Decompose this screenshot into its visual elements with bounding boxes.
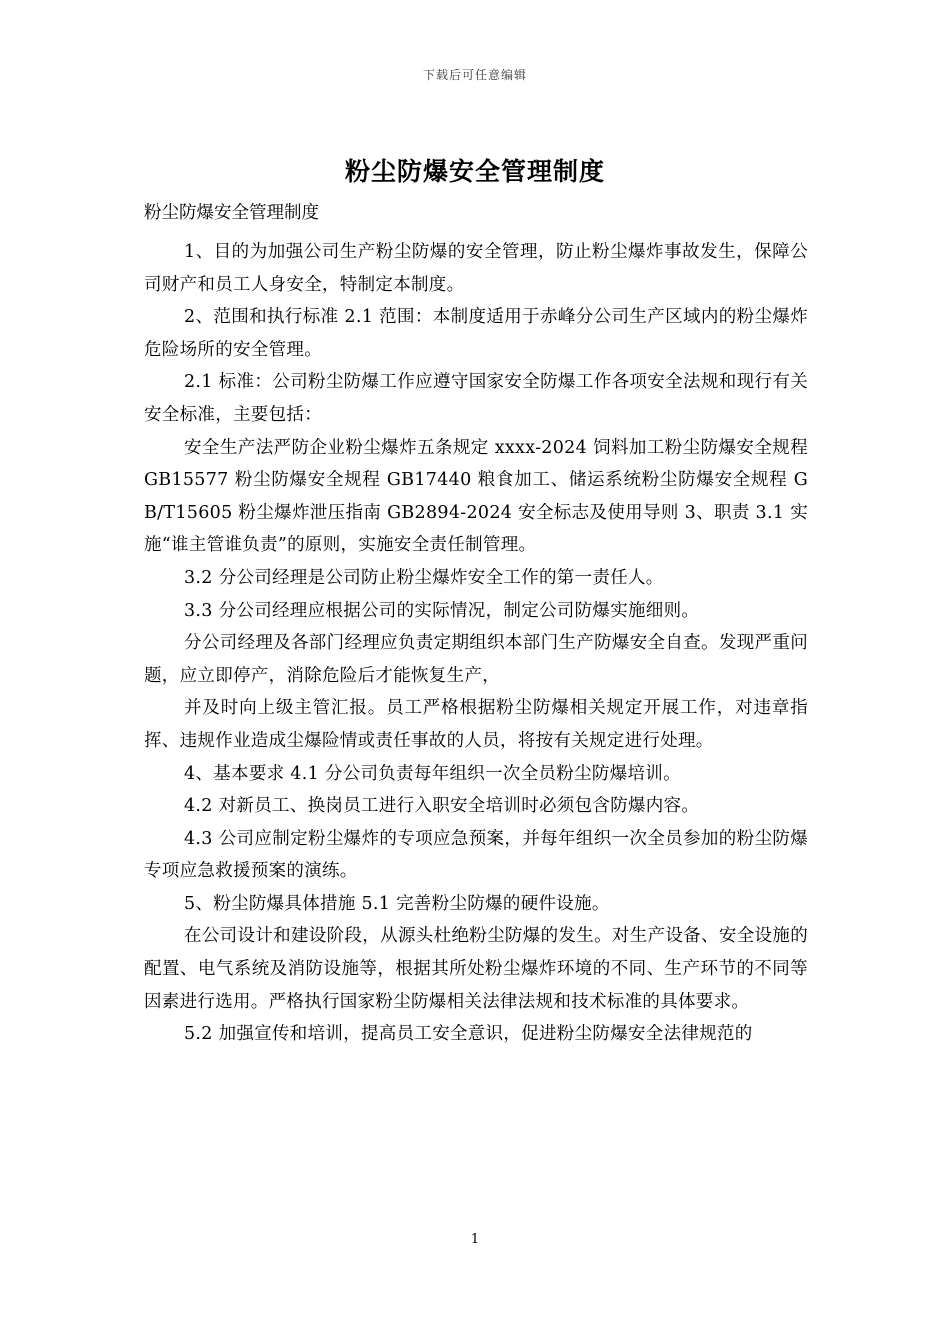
paragraph: 5、粉尘防爆具体措施 5.1 完善粉尘防爆的硬件设施。 [184,893,610,914]
paragraph: 分公司经理及各部门经理应负责定期组织本部门生产防爆安全自查。发现严重问题，应立即停产，消除危险后才能恢复生产， [144,633,808,686]
document-subtitle: 粉尘防爆安全管理制度 [144,203,319,223]
header-note: 下载后可任意编辑 [422,68,527,82]
paragraph: 2.1 标准：公司粉尘防爆工作应遵守国家安全防爆工作各项安全法规和现行有关安全标准，主要包括： [144,372,808,425]
document-body [144,236,808,1051]
paragraph: 并及时向上级主管汇报。员工严格根据粉尘防爆相关规定开展工作，对违章指挥、违规作业造成尘爆险情或责任事故的人员，将按有关规定进行处理。 [144,698,808,751]
paragraph: 1、目的为加强公司生产粉尘防爆的安全管理，防止粉尘爆炸事故发生，保障公司财产和员工人身安全，特制定本制度。 [144,242,808,295]
paragraph: 5.2 加强宣传和培训，提高员工安全意识，促进粉尘防爆安全法律规范的 [184,1024,753,1045]
page-number: 1 [470,1232,480,1247]
paragraph: 安全生产法严防企业粉尘爆炸五条规定 xxxx-2024 饲料加工粉尘防爆安全规程 GB15577 粉尘防爆安全规程 GB17440 粮食加工、储运系统粉尘防爆安全规程 GB/T15605 粉尘爆炸泄压指南 GB2894-2024 安全标志及使用导则 3、职责 3.1 实施“谁主管谁负责”的原则，实施安全责任制管理。 [144,437,808,556]
paragraph: 4.2 对新员工、换岗员工进行入职安全培训时必须包含防爆内容。 [184,796,700,817]
paragraph: 3.3 分公司经理应根据公司的实际情况，制定公司防爆实施细则。 [184,600,700,621]
paragraph: 2、范围和执行标准 2.1 范围：本制度适用于赤峰分公司生产区域内的粉尘爆炸危险场所的安全管理。 [144,307,808,360]
paragraph: 4.3 公司应制定粉尘爆炸的专项应急预案，并每年组织一次全员参加的粉尘防爆专项应急救援预案的演练。 [144,828,808,882]
document-title: 粉尘防爆安全管理制度 [344,157,605,186]
paragraph: 4、基本要求 4.1 分公司负责每年组织一次全员粉尘防爆培训。 [184,763,681,784]
paragraph: 3.2 分公司经理是公司防止粉尘爆炸安全工作的第一责任人。 [184,567,664,588]
paragraph: 在公司设计和建设阶段，从源头杜绝粉尘防爆的发生。对生产设备、安全设施的配置、电气系统及消防设施等，根据其所处粉尘爆炸环境的不同、生产环节的不同等因素进行选用。严格执行国家粉尘防爆相关法律法规和技术标准的具体要求。 [144,926,808,1012]
